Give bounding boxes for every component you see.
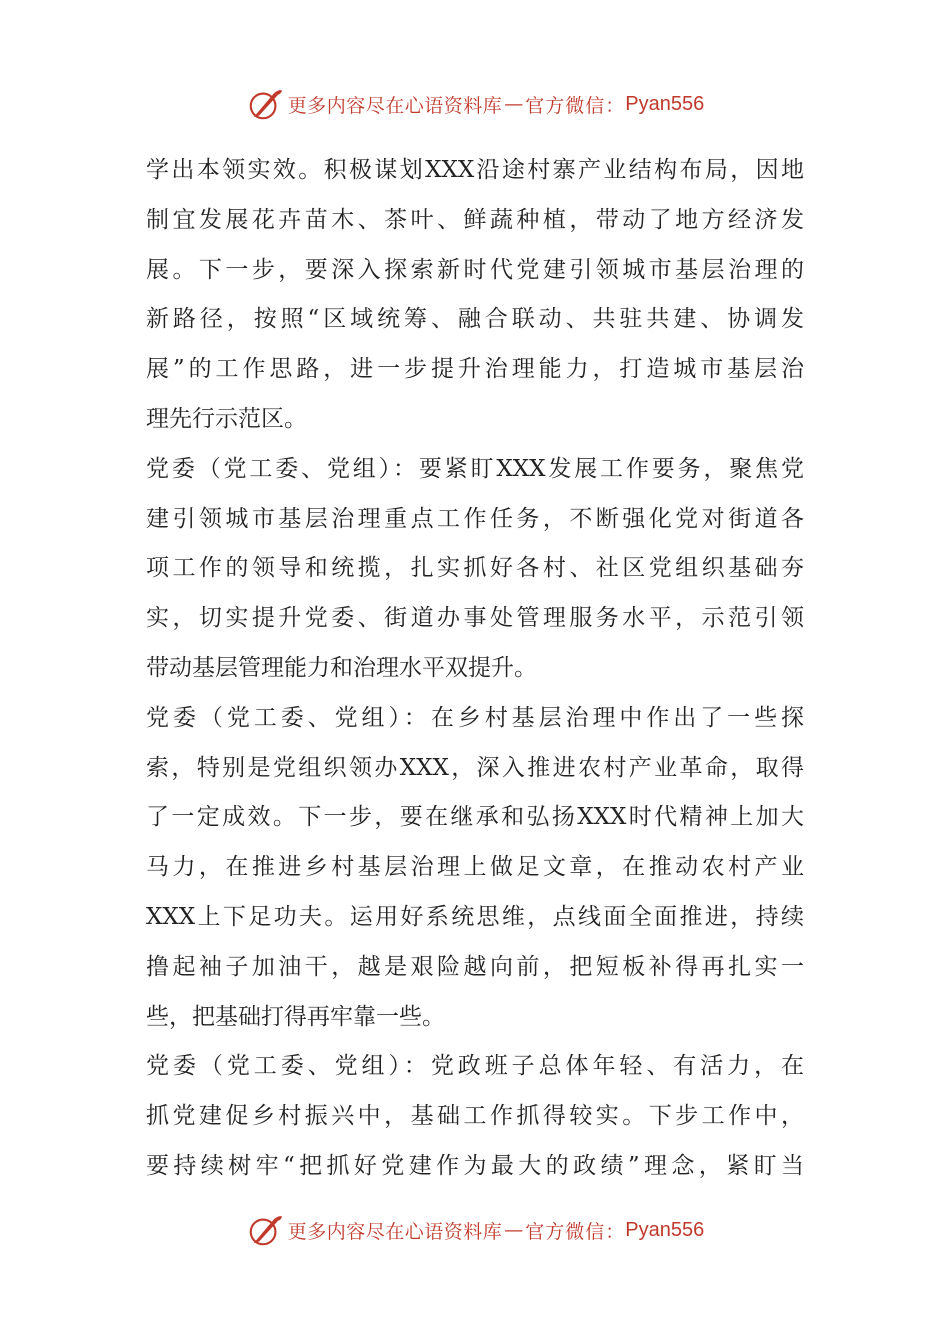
paragraph [146, 146, 804, 445]
quill-logo-icon [246, 85, 284, 123]
paragraph [146, 445, 804, 694]
text-line: 党委（党工委、党组）：在乡村基层治理中作出了一些探 [146, 704, 804, 731]
document-body [146, 146, 804, 1192]
text-line: 党委（党工委、党组）：党政班子总体年轻、有活力，在 [146, 1053, 804, 1080]
banner-dash: — [504, 93, 524, 115]
text-line: 撸起袖子加油干，越是艰险越向前，把短板补得再扎实一 [146, 953, 804, 980]
footer-banner [0, 1210, 950, 1250]
text-line: 建引领城市基层治理重点工作任务，不断强化党对街道各 [146, 505, 804, 532]
text-line: XXX上下足功夫。运用好系统思维，点线面全面推进，持续 [146, 903, 804, 930]
header-banner [0, 84, 950, 124]
paragraph [146, 1042, 804, 1191]
text-line: 学出本领实效。积极谋划XXX沿途村寨产业结构布局，因地 [146, 157, 804, 183]
banner-dash: — [504, 1219, 524, 1241]
banner-wechat-id: Pyan556 [625, 1218, 705, 1241]
text-line: 抓党建促乡村振兴中，基础工作抓得较实。下步工作中， [146, 1103, 804, 1130]
text-line: 要持续树牢“把抓好党建作为最大的政绩”理念，紧盯当 [146, 1152, 804, 1179]
text-line: 制宜发展花卉苗木、茶叶、鲜蔬种植，带动了地方经济发 [146, 206, 804, 233]
quill-logo-icon [246, 1211, 284, 1249]
paragraph [146, 694, 804, 1043]
text-line: 展”的工作思路，进一步提升治理能力，打造城市基层治 [146, 356, 804, 383]
text-line: 展。下一步，要深入探索新时代党建引领城市基层治理的 [146, 256, 804, 283]
text-line: 实，切实提升党委、街道办事处管理服务水平，示范引领 [146, 605, 804, 632]
text-line: 理先行示范区。 [146, 405, 307, 432]
text-line: 带动基层管理能力和治理水平双提升。 [146, 654, 537, 681]
text-line: 马力，在推进乡村基层治理上做足文章，在推动农村产业 [146, 854, 804, 881]
text-line: 党委（党工委、党组）：要紧盯XXX发展工作要务，聚焦党 [146, 455, 804, 482]
banner-main-text: 更多内容尽在心语资料库 [287, 1220, 503, 1243]
text-line: 项工作的领导和统揽，扎实抓好各村、社区党组织基础夯 [146, 555, 804, 582]
banner-main-text: 更多内容尽在心语资料库 [287, 94, 503, 117]
text-line: 索，特别是党组织领办XXX，深入推进农村产业革命，取得 [146, 754, 804, 781]
text-line: 新路径，按照“区域统筹、融合联动、共驻共建、协调发 [146, 306, 804, 333]
banner-channel-text: 官方微信： [525, 1220, 626, 1243]
text-line: 些，把基础打得再牢靠一些。 [146, 1003, 445, 1030]
text-line: 了一定成效。下一步，要在继承和弘扬XXX时代精神上加大 [146, 804, 804, 831]
banner-wechat-id: Pyan556 [625, 92, 705, 115]
banner-channel-text: 官方微信： [525, 94, 626, 117]
